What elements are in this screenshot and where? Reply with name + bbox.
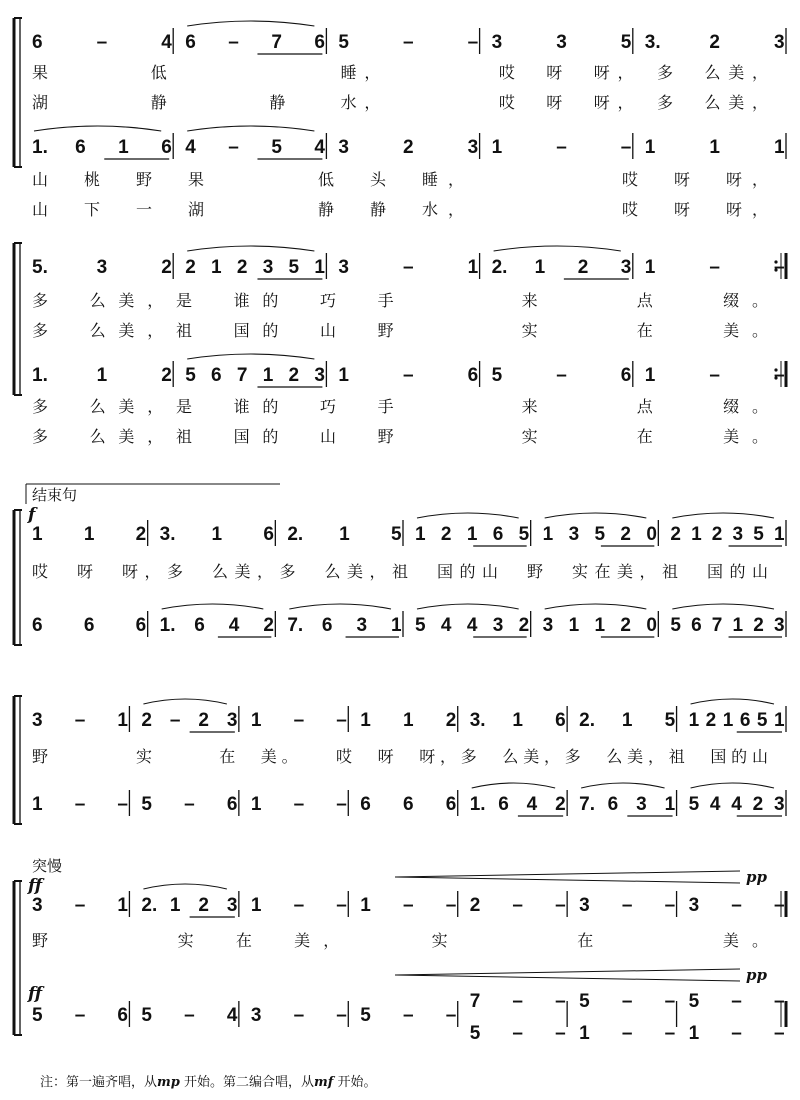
jianpu-note: 1 <box>415 524 426 545</box>
dash-note: – <box>445 1005 457 1026</box>
section-label: 突慢 <box>32 857 63 875</box>
jianpu-note: 1 <box>117 895 129 916</box>
dash-note: – <box>774 991 785 1012</box>
jianpu-note: 1 <box>360 710 371 731</box>
dash-note: – <box>74 1005 86 1026</box>
jianpu-note: 4 <box>226 1005 238 1026</box>
slur <box>143 699 226 704</box>
jianpu-note: 1 <box>250 794 262 815</box>
jianpu-note: 1 <box>709 137 720 158</box>
jianpu-note: 3 <box>732 524 744 545</box>
jianpu-note: 4 <box>731 794 742 815</box>
dash-note: – <box>709 365 720 386</box>
dash-note: – <box>293 710 305 731</box>
jianpu-note: 4 <box>161 32 172 53</box>
jianpu-note: 2. <box>579 710 596 731</box>
slur <box>417 604 519 609</box>
jianpu-note: 2. <box>141 895 158 916</box>
dash-note: – <box>731 1023 742 1044</box>
jianpu-note: 5 <box>415 615 426 636</box>
jianpu-note: 6 <box>75 137 86 158</box>
jianpu-note: 5 <box>620 32 632 53</box>
jianpu-note: 5 <box>491 365 503 386</box>
footnote-text: 开始。 <box>333 1075 377 1090</box>
jianpu-note: 7 <box>711 615 723 636</box>
section-label: 结束句 <box>32 486 78 504</box>
jianpu-note: 2 <box>620 524 631 545</box>
lyric-line: 山 下 一 湖 静 静 水， 哎 呀 呀， <box>32 200 768 219</box>
jianpu-note: 6 <box>135 615 147 636</box>
jianpu-note: 3 <box>620 257 632 278</box>
slur <box>672 513 774 518</box>
jianpu-note: 0 <box>646 524 657 545</box>
dash-note: – <box>336 895 347 916</box>
dash-note: – <box>556 365 567 386</box>
jianpu-note: 3 <box>556 32 567 53</box>
jianpu-note: 1 <box>83 524 95 545</box>
dash-note: – <box>169 710 181 731</box>
jianpu-note: 1. <box>469 794 486 815</box>
jianpu-note: 2 <box>752 794 764 815</box>
jianpu-note: 2 <box>753 615 764 636</box>
jianpu-note: 3 <box>32 710 43 731</box>
jianpu-note: 2 <box>141 710 153 731</box>
jianpu-note: 3 <box>314 365 325 386</box>
jianpu-note: 6 <box>445 794 457 815</box>
dash-note: – <box>96 32 108 53</box>
jianpu-note: 1 <box>262 365 274 386</box>
jianpu-note: 3 <box>579 895 590 916</box>
jianpu-note: 2 <box>198 895 209 916</box>
dash-note: – <box>74 710 86 731</box>
jianpu-note: 6 <box>321 615 333 636</box>
jianpu-note: 1 <box>360 895 371 916</box>
jianpu-note: 5 <box>594 524 606 545</box>
dash-note: – <box>556 137 567 158</box>
dash-note: – <box>228 32 239 53</box>
jianpu-note: 2 <box>555 794 566 815</box>
jianpu-note: 3 <box>338 137 349 158</box>
dash-note: – <box>621 991 633 1012</box>
slur <box>143 884 226 889</box>
jianpu-note: 4 <box>440 615 452 636</box>
lyric-line: 野 实 在 美， 实 在 美。 <box>32 931 768 950</box>
jianpu-note: 3 <box>568 524 580 545</box>
jianpu-note: 1 <box>32 794 43 815</box>
jianpu-note: 1 <box>96 365 108 386</box>
dash-note: – <box>74 895 86 916</box>
jianpu-note: 3 <box>96 257 108 278</box>
footnote-text: 注：第一遍齐唱，从 <box>40 1075 158 1090</box>
dash-note: – <box>445 895 457 916</box>
jianpu-note: 6 <box>161 137 172 158</box>
jianpu-note: 5 <box>688 794 700 815</box>
jianpu-note: 1 <box>467 257 479 278</box>
jianpu-note: 6 <box>555 710 566 731</box>
dash-note: – <box>512 991 524 1012</box>
jianpu-note: 3 <box>491 32 503 53</box>
jianpu-note: 2 <box>577 257 589 278</box>
decrescendo-hairpin <box>395 969 740 975</box>
dash-note: – <box>555 991 566 1012</box>
jianpu-note: 3 <box>338 257 349 278</box>
dash-note: – <box>555 895 566 916</box>
jianpu-note: 1 <box>691 524 702 545</box>
jianpu-note: 5 <box>141 794 153 815</box>
jianpu-note: 4 <box>526 794 538 815</box>
jianpu-note: 3 <box>492 615 504 636</box>
jianpu-note: 1. <box>159 615 176 636</box>
dash-note: – <box>74 794 86 815</box>
footnote <box>40 1075 377 1090</box>
jianpu-note: 3 <box>636 794 647 815</box>
jianpu-note: 7. <box>579 794 596 815</box>
lyric-line: 多 么美，是 谁的 巧 手 来 点 缀。 <box>32 291 768 310</box>
jianpu-note: 3 <box>467 137 479 158</box>
slur <box>187 354 314 359</box>
jianpu-note: 3 <box>226 895 238 916</box>
jianpu-note: 3 <box>356 615 368 636</box>
jianpu-note: 6 <box>32 615 43 636</box>
lyric-line: 湖 静 静 水， 哎 呀 呀， 多 么美， <box>32 93 768 112</box>
jianpu-note: 5 <box>670 615 681 636</box>
jianpu-note: 5 <box>391 524 402 545</box>
dash-note: – <box>731 895 742 916</box>
footnote-dynamic: mp <box>157 1075 180 1090</box>
jianpu-note: 2. <box>491 257 508 278</box>
jianpu-note: 5. <box>32 257 48 278</box>
decrescendo-hairpin <box>395 871 740 877</box>
dash-note: – <box>228 137 239 158</box>
jianpu-note: 2 <box>440 524 452 545</box>
jianpu-note: 1 <box>732 615 744 636</box>
jianpu-note: 5 <box>32 1005 43 1026</box>
jianpu-note: 6 <box>117 1005 129 1026</box>
jianpu-note: 2. <box>287 524 304 545</box>
jianpu-note: 6 <box>314 32 325 53</box>
jianpu-note: 2 <box>670 524 681 545</box>
jianpu-note: 5 <box>288 257 300 278</box>
dash-note: – <box>117 794 129 815</box>
jianpu-note: 1 <box>774 710 785 731</box>
jianpu-note: 5 <box>688 991 700 1012</box>
jianpu-note: 2 <box>403 137 414 158</box>
jianpu-note: 3 <box>542 615 554 636</box>
jianpu-note: 2 <box>620 615 631 636</box>
slur <box>494 246 621 251</box>
jianpu-note: 6 <box>691 615 702 636</box>
jianpu-note: 1 <box>250 710 262 731</box>
dash-note: – <box>336 710 347 731</box>
dash-note: – <box>467 32 479 53</box>
dash-note: – <box>293 895 305 916</box>
jianpu-note: 1 <box>314 257 325 278</box>
jianpu-note: 6 <box>360 794 371 815</box>
jianpu-note: 1 <box>568 615 580 636</box>
jianpu-note: 7 <box>469 991 481 1012</box>
jianpu-note: 1 <box>644 365 656 386</box>
jianpu-note: 6 <box>607 794 619 815</box>
dash-note: – <box>403 365 414 386</box>
slur <box>162 604 264 609</box>
jianpu-note: 2 <box>518 615 530 636</box>
jianpu-note: 6 <box>185 32 196 53</box>
jianpu-note: 4 <box>228 615 240 636</box>
lyric-line: 多 么美，祖 国的 山 野 实 在 美。 <box>32 321 768 340</box>
dash-note: – <box>664 1023 676 1044</box>
jianpu-note: 1 <box>211 257 222 278</box>
jianpu-note: 2 <box>445 710 457 731</box>
jianpu-note: 1 <box>621 710 633 731</box>
slur <box>691 699 774 704</box>
dash-note: – <box>621 1023 633 1044</box>
jianpu-note: 3. <box>469 710 486 731</box>
slur <box>187 21 314 26</box>
dash-note: – <box>184 1005 195 1026</box>
jianpu-note: 1 <box>542 524 554 545</box>
jianpu-note: 3. <box>159 524 176 545</box>
dynamic-marking: ff <box>28 984 43 1004</box>
dash-note: – <box>512 1023 524 1044</box>
jianpu-note: 1 <box>391 615 402 636</box>
jianpu-note: 1 <box>250 895 262 916</box>
jianpu-note: 2 <box>161 365 172 386</box>
slur <box>187 126 314 131</box>
jianpu-note: 2 <box>288 365 300 386</box>
jianpu-note: 4 <box>466 615 478 636</box>
jianpu-note: 5 <box>360 1005 371 1026</box>
jianpu-note: 5 <box>518 524 530 545</box>
jianpu-note: 1 <box>664 794 676 815</box>
jianpu-note: 6 <box>211 365 222 386</box>
jianpu-note: 6 <box>263 524 274 545</box>
jianpu-note: 1 <box>594 615 606 636</box>
jianpu-note: 1 <box>491 137 503 158</box>
slur <box>545 604 647 609</box>
lyric-line: 哎 呀 呀，多 么美，多 么美，祖 国的山 野 实在美，祖 国的山 <box>32 562 768 581</box>
jianpu-note: 1 <box>512 710 524 731</box>
jianpu-note: 5 <box>141 1005 153 1026</box>
dash-note: – <box>512 895 524 916</box>
jianpu-note: 3 <box>262 257 274 278</box>
dash-note: – <box>664 895 676 916</box>
jianpu-note: 1 <box>32 524 43 545</box>
dash-note: – <box>774 1023 785 1044</box>
jianpu-note: 1 <box>534 257 546 278</box>
dynamic-marking: pp <box>746 868 767 886</box>
jianpu-note: 5 <box>753 524 764 545</box>
jianpu-note: 4 <box>709 794 721 815</box>
jianpu-note: 2 <box>711 524 723 545</box>
jianpu-note: 7 <box>271 32 282 53</box>
jianpu-note: 0 <box>646 615 657 636</box>
dash-note: – <box>774 257 785 278</box>
jianpu-note: 2 <box>185 257 196 278</box>
jianpu-note: 5 <box>756 710 768 731</box>
dash-note: – <box>731 991 742 1012</box>
jianpu-note: 6 <box>403 794 414 815</box>
jianpu-note: 2 <box>161 257 172 278</box>
dash-note: – <box>184 794 195 815</box>
jianpu-note: 5 <box>469 1023 481 1044</box>
dash-note: – <box>403 895 414 916</box>
dash-note: – <box>774 895 785 916</box>
jianpu-note: 5 <box>271 137 282 158</box>
jianpu-note: 3 <box>226 710 238 731</box>
jianpu-note: 5 <box>579 991 590 1012</box>
jianpu-note: 2 <box>263 615 274 636</box>
lyric-line: 山 桃 野 果 低 头 睡， 哎 呀 呀， <box>32 170 768 189</box>
lyric-line: 多 么美，是 谁的 巧 手 来 点 缀。 <box>32 397 768 416</box>
jianpu-note: 1 <box>117 710 129 731</box>
dash-note: – <box>664 991 676 1012</box>
dynamic-marking: f <box>28 505 36 525</box>
jianpu-note: 2 <box>236 257 248 278</box>
slur <box>472 783 555 788</box>
slur <box>691 783 774 788</box>
dash-note: – <box>709 257 720 278</box>
jianpu-note: 6 <box>194 615 205 636</box>
dash-note: – <box>403 32 414 53</box>
dash-note: – <box>555 1023 566 1044</box>
jianpu-note: 6 <box>739 710 751 731</box>
jianpu-note: 6 <box>226 794 238 815</box>
jianpu-note: 4 <box>314 137 325 158</box>
jianpu-note: 6 <box>492 524 504 545</box>
decrescendo-hairpin <box>395 877 740 883</box>
dynamic-marking: pp <box>746 966 767 984</box>
jianpu-note: 1 <box>774 137 785 158</box>
slur <box>581 783 664 788</box>
jianpu-note: 6 <box>620 365 632 386</box>
dash-note: – <box>774 365 785 386</box>
jianpu-note: 4 <box>185 137 196 158</box>
jianpu-note: 2 <box>705 710 717 731</box>
jianpu-note: 1 <box>118 137 129 158</box>
jianpu-note: 1 <box>466 524 478 545</box>
lyric-line: 野 实 在 美。 哎 呀 呀，多 么美，多 么美，祖 国的山 <box>32 747 769 766</box>
jianpu-note: 3 <box>250 1005 262 1026</box>
jianpu-note: 3 <box>774 32 785 53</box>
jianpu-note: 1 <box>339 524 350 545</box>
jianpu-note: 6 <box>32 32 43 53</box>
jianpu-note: 1 <box>338 365 349 386</box>
slur <box>672 604 774 609</box>
dash-note: – <box>336 794 347 815</box>
jianpu-note: 2 <box>709 32 720 53</box>
jianpu-note: 1 <box>403 710 414 731</box>
dynamic-marking: ff <box>28 876 43 896</box>
jianpu-note: 3 <box>774 615 785 636</box>
jianpu-note: 1 <box>211 524 223 545</box>
jianpu-note: 1 <box>722 710 734 731</box>
dash-note: – <box>293 1005 305 1026</box>
decrescendo-hairpin <box>395 975 740 981</box>
jianpu-note: 3. <box>644 32 661 53</box>
dash-note: – <box>403 1005 414 1026</box>
jianpu-note: 1 <box>688 1023 700 1044</box>
lyric-line: 果 低 睡， 哎 呀 呀， 多 么美， <box>32 63 768 82</box>
jianpu-note: 6 <box>467 365 479 386</box>
jianpu-note: 3 <box>774 794 785 815</box>
jianpu-note: 7. <box>287 615 304 636</box>
slur <box>187 246 314 251</box>
slur <box>417 513 519 518</box>
jianpu-note: 1 <box>644 137 656 158</box>
jianpu-note: 3 <box>688 895 700 916</box>
jianpu-note: 3 <box>32 895 43 916</box>
jianpu-note: 1 <box>774 524 785 545</box>
dash-note: – <box>620 137 632 158</box>
jianpu-note: 2 <box>135 524 147 545</box>
dash-note: – <box>621 895 633 916</box>
jianpu-note: 5 <box>664 710 676 731</box>
jianpu-note: 1 <box>644 257 656 278</box>
jianpu-note: 2 <box>469 895 481 916</box>
jianpu-note: 2 <box>198 710 209 731</box>
dash-note: – <box>403 257 414 278</box>
slur <box>34 126 161 131</box>
jianpu-note: 1. <box>32 365 48 386</box>
jianpu-note: 6 <box>83 615 95 636</box>
jianpu-note: 6 <box>498 794 509 815</box>
jianpu-note: 1 <box>579 1023 590 1044</box>
jianpu-note: 5 <box>185 365 196 386</box>
footnote-dynamic: mf <box>314 1075 334 1090</box>
dash-note: – <box>293 794 305 815</box>
footnote-text: 开始。第二编合唱，从 <box>179 1075 315 1090</box>
slur <box>289 604 391 609</box>
jianpu-note: 1 <box>169 895 181 916</box>
jianpu-note: 1 <box>688 710 700 731</box>
lyric-line: 多 么美，祖 国的 山 野 实 在 美。 <box>32 427 768 446</box>
dash-note: – <box>336 1005 347 1026</box>
jianpu-note: 7 <box>236 365 248 386</box>
jianpu-note: 1. <box>32 137 48 158</box>
jianpu-note: 5 <box>338 32 349 53</box>
slur <box>545 513 647 518</box>
